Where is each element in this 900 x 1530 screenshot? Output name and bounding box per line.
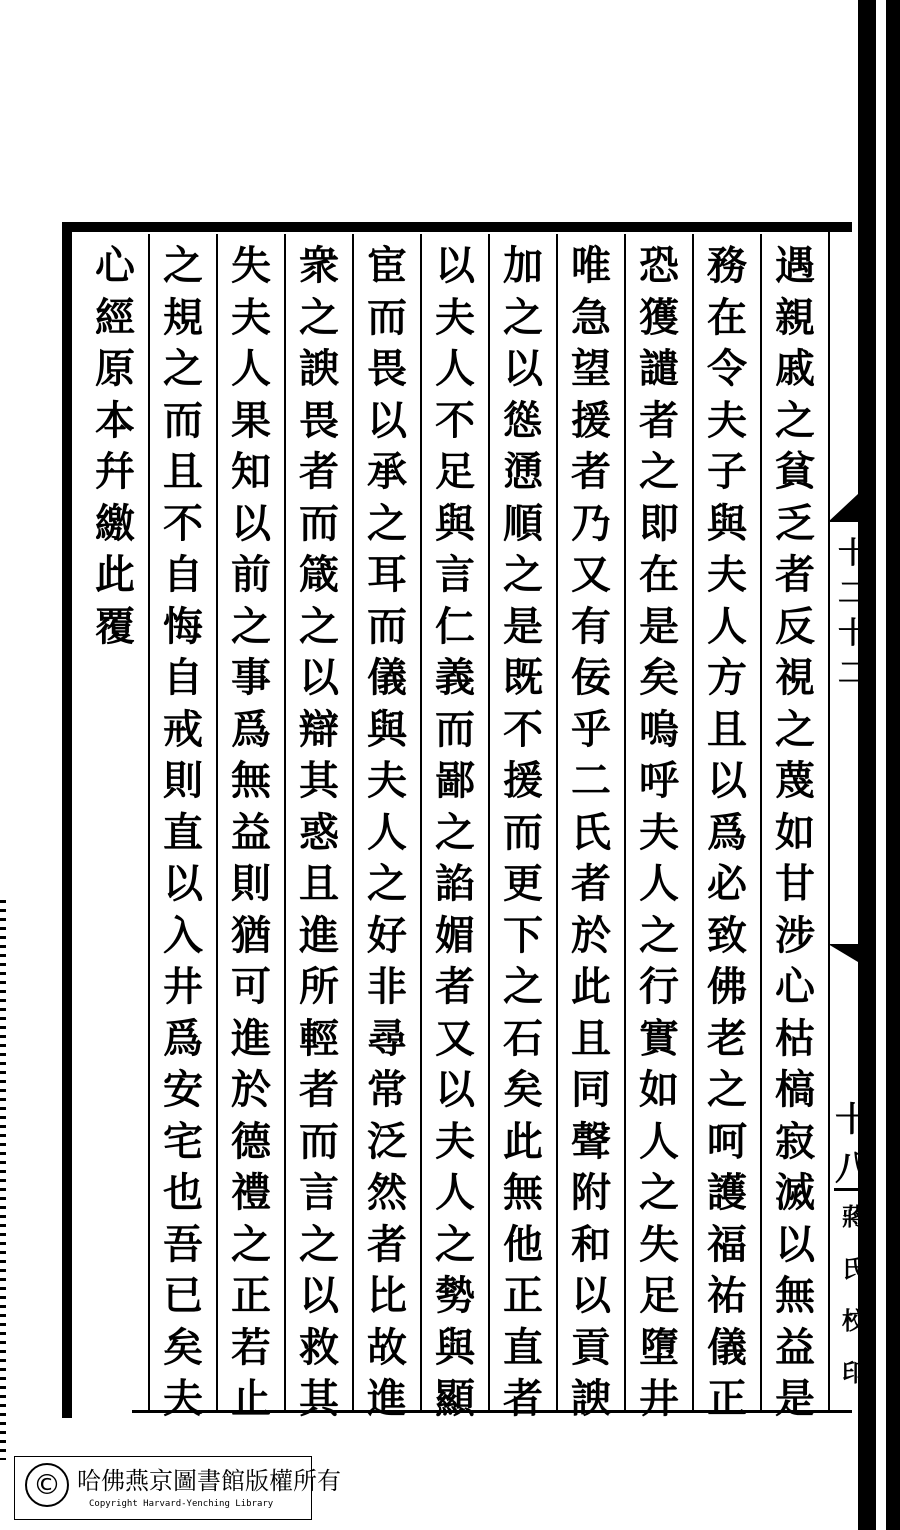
character: 規 — [163, 293, 203, 341]
text-column — [154, 240, 212, 1425]
character: 援 — [571, 396, 611, 444]
character: 枯 — [775, 1014, 815, 1062]
text-column — [290, 240, 348, 1425]
character: 禮 — [231, 1169, 271, 1216]
character: 之 — [299, 293, 339, 341]
character: 墮 — [639, 1323, 679, 1371]
character: 若 — [231, 1323, 271, 1371]
character: 人 — [435, 345, 475, 392]
character: 戒 — [163, 705, 203, 753]
character: 譴 — [639, 345, 679, 392]
character: 爲 — [163, 1014, 203, 1062]
character: 事 — [231, 654, 271, 701]
character: 聲 — [571, 1117, 611, 1165]
character: 泛 — [367, 1117, 407, 1165]
fish-tail-mark-upper — [828, 494, 858, 522]
character: 入 — [163, 911, 203, 959]
character: 夫 — [435, 1117, 475, 1165]
character: 令 — [707, 345, 747, 392]
character: 以 — [163, 860, 203, 907]
character: 承 — [367, 448, 407, 495]
character: 失 — [231, 242, 271, 289]
character: 常 — [367, 1066, 407, 1113]
press-char: 校 — [842, 1306, 866, 1335]
character: 然 — [367, 1169, 407, 1216]
copyright-icon: © — [25, 1463, 69, 1507]
character: 勢 — [435, 1272, 475, 1319]
character: 自 — [163, 551, 203, 598]
character: 在 — [707, 293, 747, 341]
character: 夫 — [231, 293, 271, 341]
character: 義 — [435, 654, 475, 701]
character: 滅 — [775, 1169, 815, 1216]
character: 吾 — [163, 1220, 203, 1268]
character: 救 — [299, 1323, 339, 1371]
character: 者 — [571, 448, 611, 495]
character: 足 — [639, 1272, 679, 1319]
character: 與 — [435, 499, 475, 547]
character: 其 — [299, 1375, 339, 1422]
character: 直 — [503, 1323, 543, 1371]
character: 且 — [163, 448, 203, 495]
character: 而 — [299, 1117, 339, 1165]
character: 順 — [503, 499, 543, 547]
character: 畏 — [299, 396, 339, 444]
character: 夫 — [639, 808, 679, 856]
character: 井 — [639, 1375, 679, 1422]
page-edge-gap — [876, 0, 886, 1530]
character: 輕 — [299, 1014, 339, 1062]
character: 進 — [231, 1014, 271, 1062]
fold-numeral: 十 — [838, 536, 868, 571]
character: 辯 — [299, 705, 339, 753]
character: 慫 — [503, 396, 543, 444]
character: 與 — [707, 499, 747, 547]
folio-number: 十八 — [835, 1100, 869, 1189]
character: 衆 — [299, 242, 339, 289]
fish-tail-mark-lower — [828, 944, 858, 962]
press-imprint — [834, 1188, 874, 1399]
character: 覆 — [95, 602, 135, 650]
character: 德 — [231, 1117, 271, 1165]
fold-numeral: 二 — [838, 656, 868, 691]
character: 無 — [775, 1272, 815, 1319]
character: 以 — [299, 654, 339, 701]
character: 知 — [231, 448, 271, 495]
character: 正 — [503, 1272, 543, 1319]
character: 人 — [707, 602, 747, 650]
character: 宦 — [367, 242, 407, 289]
character: 好 — [367, 911, 407, 959]
character: 此 — [571, 963, 611, 1010]
column-rule — [692, 234, 694, 1410]
press-char: 印 — [842, 1358, 866, 1387]
character: 本 — [95, 396, 135, 444]
character: 非 — [367, 963, 407, 1010]
press-char: 蔣 — [842, 1202, 866, 1231]
press-char: 氏 — [842, 1254, 866, 1283]
text-column — [426, 240, 484, 1425]
character: 者 — [299, 448, 339, 495]
character: 夫 — [367, 757, 407, 804]
character: 則 — [163, 757, 203, 804]
text-column — [630, 240, 688, 1425]
character: 之 — [367, 860, 407, 907]
text-column — [222, 240, 280, 1425]
character: 以 — [299, 1272, 339, 1319]
character: 以 — [707, 757, 747, 804]
character: 益 — [231, 808, 271, 856]
character: 止 — [231, 1375, 271, 1422]
character: 也 — [163, 1169, 203, 1216]
column-rule — [760, 234, 762, 1410]
copyright-title: 哈佛燕京圖書館版權所有 — [77, 1467, 341, 1495]
column-rule — [556, 234, 558, 1410]
character: 老 — [707, 1014, 747, 1062]
character: 鄙 — [435, 757, 475, 804]
character: 乎 — [571, 705, 611, 753]
frame-top-border — [62, 222, 852, 232]
character: 足 — [435, 448, 475, 495]
character: 此 — [503, 1117, 543, 1165]
column-rule — [352, 234, 354, 1410]
character: 親 — [775, 293, 815, 341]
character: 望 — [571, 345, 611, 392]
column-rule — [488, 234, 490, 1410]
character: 護 — [707, 1169, 747, 1216]
character: 無 — [231, 757, 271, 804]
character: 寂 — [775, 1117, 815, 1165]
character: 福 — [707, 1220, 747, 1268]
character: 所 — [299, 963, 339, 1010]
character: 佞 — [571, 654, 611, 701]
character: 幷 — [95, 448, 135, 495]
character: 實 — [639, 1014, 679, 1062]
character: 恐 — [639, 242, 679, 289]
character: 則 — [231, 860, 271, 907]
character: 石 — [503, 1014, 543, 1062]
character: 更 — [503, 860, 543, 907]
character: 如 — [775, 808, 815, 856]
character: 之 — [299, 602, 339, 650]
character: 人 — [639, 860, 679, 907]
character: 獲 — [639, 293, 679, 341]
character: 果 — [231, 396, 271, 444]
character: 二 — [571, 757, 611, 804]
character: 悔 — [163, 602, 203, 650]
character: 儀 — [367, 654, 407, 701]
character: 且 — [571, 1014, 611, 1062]
character: 之 — [367, 499, 407, 547]
character: 唯 — [571, 242, 611, 289]
character: 方 — [707, 654, 747, 701]
character: 者 — [571, 860, 611, 907]
character: 之 — [435, 808, 475, 856]
character: 之 — [163, 345, 203, 392]
character: 安 — [163, 1066, 203, 1113]
character: 與 — [435, 1323, 475, 1371]
character: 之 — [775, 705, 815, 753]
character: 無 — [503, 1169, 543, 1216]
character: 之 — [231, 1220, 271, 1268]
character: 自 — [163, 654, 203, 701]
character: 尋 — [367, 1014, 407, 1062]
character: 行 — [639, 963, 679, 1010]
copyright-stamp — [14, 1456, 341, 1520]
character: 於 — [571, 911, 611, 959]
character: 進 — [367, 1375, 407, 1422]
character: 致 — [707, 911, 747, 959]
character: 夫 — [435, 293, 475, 341]
character: 夫 — [163, 1375, 203, 1422]
character: 之 — [503, 551, 543, 598]
character: 戚 — [775, 345, 815, 392]
text-column — [86, 240, 144, 652]
character: 之 — [503, 293, 543, 341]
character: 乏 — [775, 499, 815, 547]
character: 而 — [367, 602, 407, 650]
character: 必 — [707, 860, 747, 907]
character: 井 — [163, 963, 203, 1010]
character: 務 — [707, 242, 747, 289]
character: 直 — [163, 808, 203, 856]
character: 益 — [775, 1323, 815, 1371]
fold-numeral: 十 — [838, 616, 868, 651]
character: 是 — [775, 1375, 815, 1422]
character: 者 — [775, 551, 815, 598]
character: 反 — [775, 602, 815, 650]
text-column — [494, 240, 552, 1425]
character: 而 — [503, 808, 543, 856]
character: 進 — [299, 911, 339, 959]
character: 以 — [503, 345, 543, 392]
character: 他 — [503, 1220, 543, 1268]
character: 附 — [571, 1169, 611, 1216]
character: 耳 — [367, 551, 407, 598]
text-column — [358, 240, 416, 1425]
character: 且 — [299, 860, 339, 907]
character: 以 — [571, 1272, 611, 1319]
character: 如 — [639, 1066, 679, 1113]
character: 不 — [503, 705, 543, 753]
text-column — [562, 240, 620, 1425]
character: 祐 — [707, 1272, 747, 1319]
character: 呵 — [707, 1117, 747, 1165]
character: 急 — [571, 293, 611, 341]
character: 且 — [707, 705, 747, 753]
character: 之 — [707, 1066, 747, 1113]
character: 涉 — [775, 911, 815, 959]
character: 援 — [503, 757, 543, 804]
character: 正 — [231, 1272, 271, 1319]
character: 心 — [95, 242, 135, 289]
character: 即 — [639, 499, 679, 547]
column-rule — [148, 234, 150, 1410]
character: 既 — [503, 654, 543, 701]
character: 乃 — [571, 499, 611, 547]
character: 此 — [95, 551, 135, 598]
character: 是 — [639, 602, 679, 650]
character: 子 — [707, 448, 747, 495]
character: 言 — [435, 551, 475, 598]
character: 者 — [435, 963, 475, 1010]
character: 之 — [639, 448, 679, 495]
character: 其 — [299, 757, 339, 804]
character: 嗚 — [639, 705, 679, 753]
character: 以 — [367, 396, 407, 444]
character: 夫 — [707, 551, 747, 598]
character: 而 — [435, 705, 475, 753]
character: 猶 — [231, 911, 271, 959]
character: 顯 — [435, 1375, 475, 1422]
character: 有 — [571, 602, 611, 650]
character: 爲 — [231, 705, 271, 753]
column-rule — [216, 234, 218, 1410]
character: 媚 — [435, 911, 475, 959]
character: 繳 — [95, 499, 135, 547]
character: 人 — [367, 808, 407, 856]
column-rule — [624, 234, 626, 1410]
character: 以 — [231, 499, 271, 547]
character: 之 — [435, 1220, 475, 1268]
character: 諛 — [299, 345, 339, 392]
character: 又 — [571, 551, 611, 598]
character: 人 — [435, 1169, 475, 1216]
character: 之 — [775, 396, 815, 444]
character: 和 — [571, 1220, 611, 1268]
character: 蔑 — [775, 757, 815, 804]
character: 爲 — [707, 808, 747, 856]
character: 矣 — [163, 1323, 203, 1371]
column-rule — [420, 234, 422, 1410]
character: 夫 — [707, 396, 747, 444]
character: 儀 — [707, 1323, 747, 1371]
character: 以 — [435, 1066, 475, 1113]
character: 氏 — [571, 808, 611, 856]
character: 視 — [775, 654, 815, 701]
character: 而 — [163, 396, 203, 444]
character: 惑 — [299, 808, 339, 856]
character: 之 — [639, 1169, 679, 1216]
character: 而 — [299, 499, 339, 547]
character: 已 — [163, 1272, 203, 1319]
character: 故 — [367, 1323, 407, 1371]
character: 以 — [435, 242, 475, 289]
character: 之 — [231, 602, 271, 650]
character: 下 — [503, 911, 543, 959]
character: 宅 — [163, 1117, 203, 1165]
character: 之 — [503, 963, 543, 1010]
character: 箴 — [299, 551, 339, 598]
character: 言 — [299, 1169, 339, 1216]
character: 不 — [163, 499, 203, 547]
character: 諛 — [571, 1375, 611, 1422]
character: 者 — [503, 1375, 543, 1422]
character: 心 — [775, 963, 815, 1010]
page-edge-left — [0, 900, 6, 1460]
copyright-subtitle: Copyright Harvard-Yenching Library — [89, 1499, 274, 1509]
character: 佛 — [707, 963, 747, 1010]
text-column — [698, 240, 756, 1425]
character: 矣 — [503, 1066, 543, 1113]
character: 經 — [95, 293, 135, 341]
character: 之 — [639, 911, 679, 959]
character: 槁 — [775, 1066, 815, 1113]
character: 前 — [231, 551, 271, 598]
fold-rule-left — [828, 232, 830, 1402]
text-column — [766, 240, 824, 1425]
character: 甘 — [775, 860, 815, 907]
character: 是 — [503, 602, 543, 650]
character: 正 — [707, 1375, 747, 1422]
character: 貧 — [775, 448, 815, 495]
character: 呼 — [639, 757, 679, 804]
character: 於 — [231, 1066, 271, 1113]
character: 遇 — [775, 242, 815, 289]
character: 慂 — [503, 448, 543, 495]
character: 加 — [503, 242, 543, 289]
character: 比 — [367, 1272, 407, 1319]
column-rule — [284, 234, 286, 1410]
character: 者 — [639, 396, 679, 444]
character: 仁 — [435, 602, 475, 650]
frame-left-border — [62, 222, 72, 1418]
character: 在 — [639, 551, 679, 598]
character: 原 — [95, 345, 135, 392]
character: 人 — [639, 1117, 679, 1165]
character: 之 — [299, 1220, 339, 1268]
character: 貢 — [571, 1323, 611, 1371]
character: 者 — [367, 1220, 407, 1268]
character: 者 — [299, 1066, 339, 1113]
character: 與 — [367, 705, 407, 753]
character: 不 — [435, 396, 475, 444]
character: 矣 — [639, 654, 679, 701]
text-frame — [62, 222, 852, 1422]
fold-numeral: 二 — [838, 576, 868, 611]
character: 以 — [775, 1220, 815, 1268]
character: 而 — [367, 293, 407, 341]
character: 畏 — [367, 345, 407, 392]
character: 人 — [231, 345, 271, 392]
character: 失 — [639, 1220, 679, 1268]
character: 同 — [571, 1066, 611, 1113]
character: 之 — [163, 242, 203, 289]
character: 可 — [231, 963, 271, 1010]
character: 又 — [435, 1014, 475, 1062]
character: 諂 — [435, 860, 475, 907]
